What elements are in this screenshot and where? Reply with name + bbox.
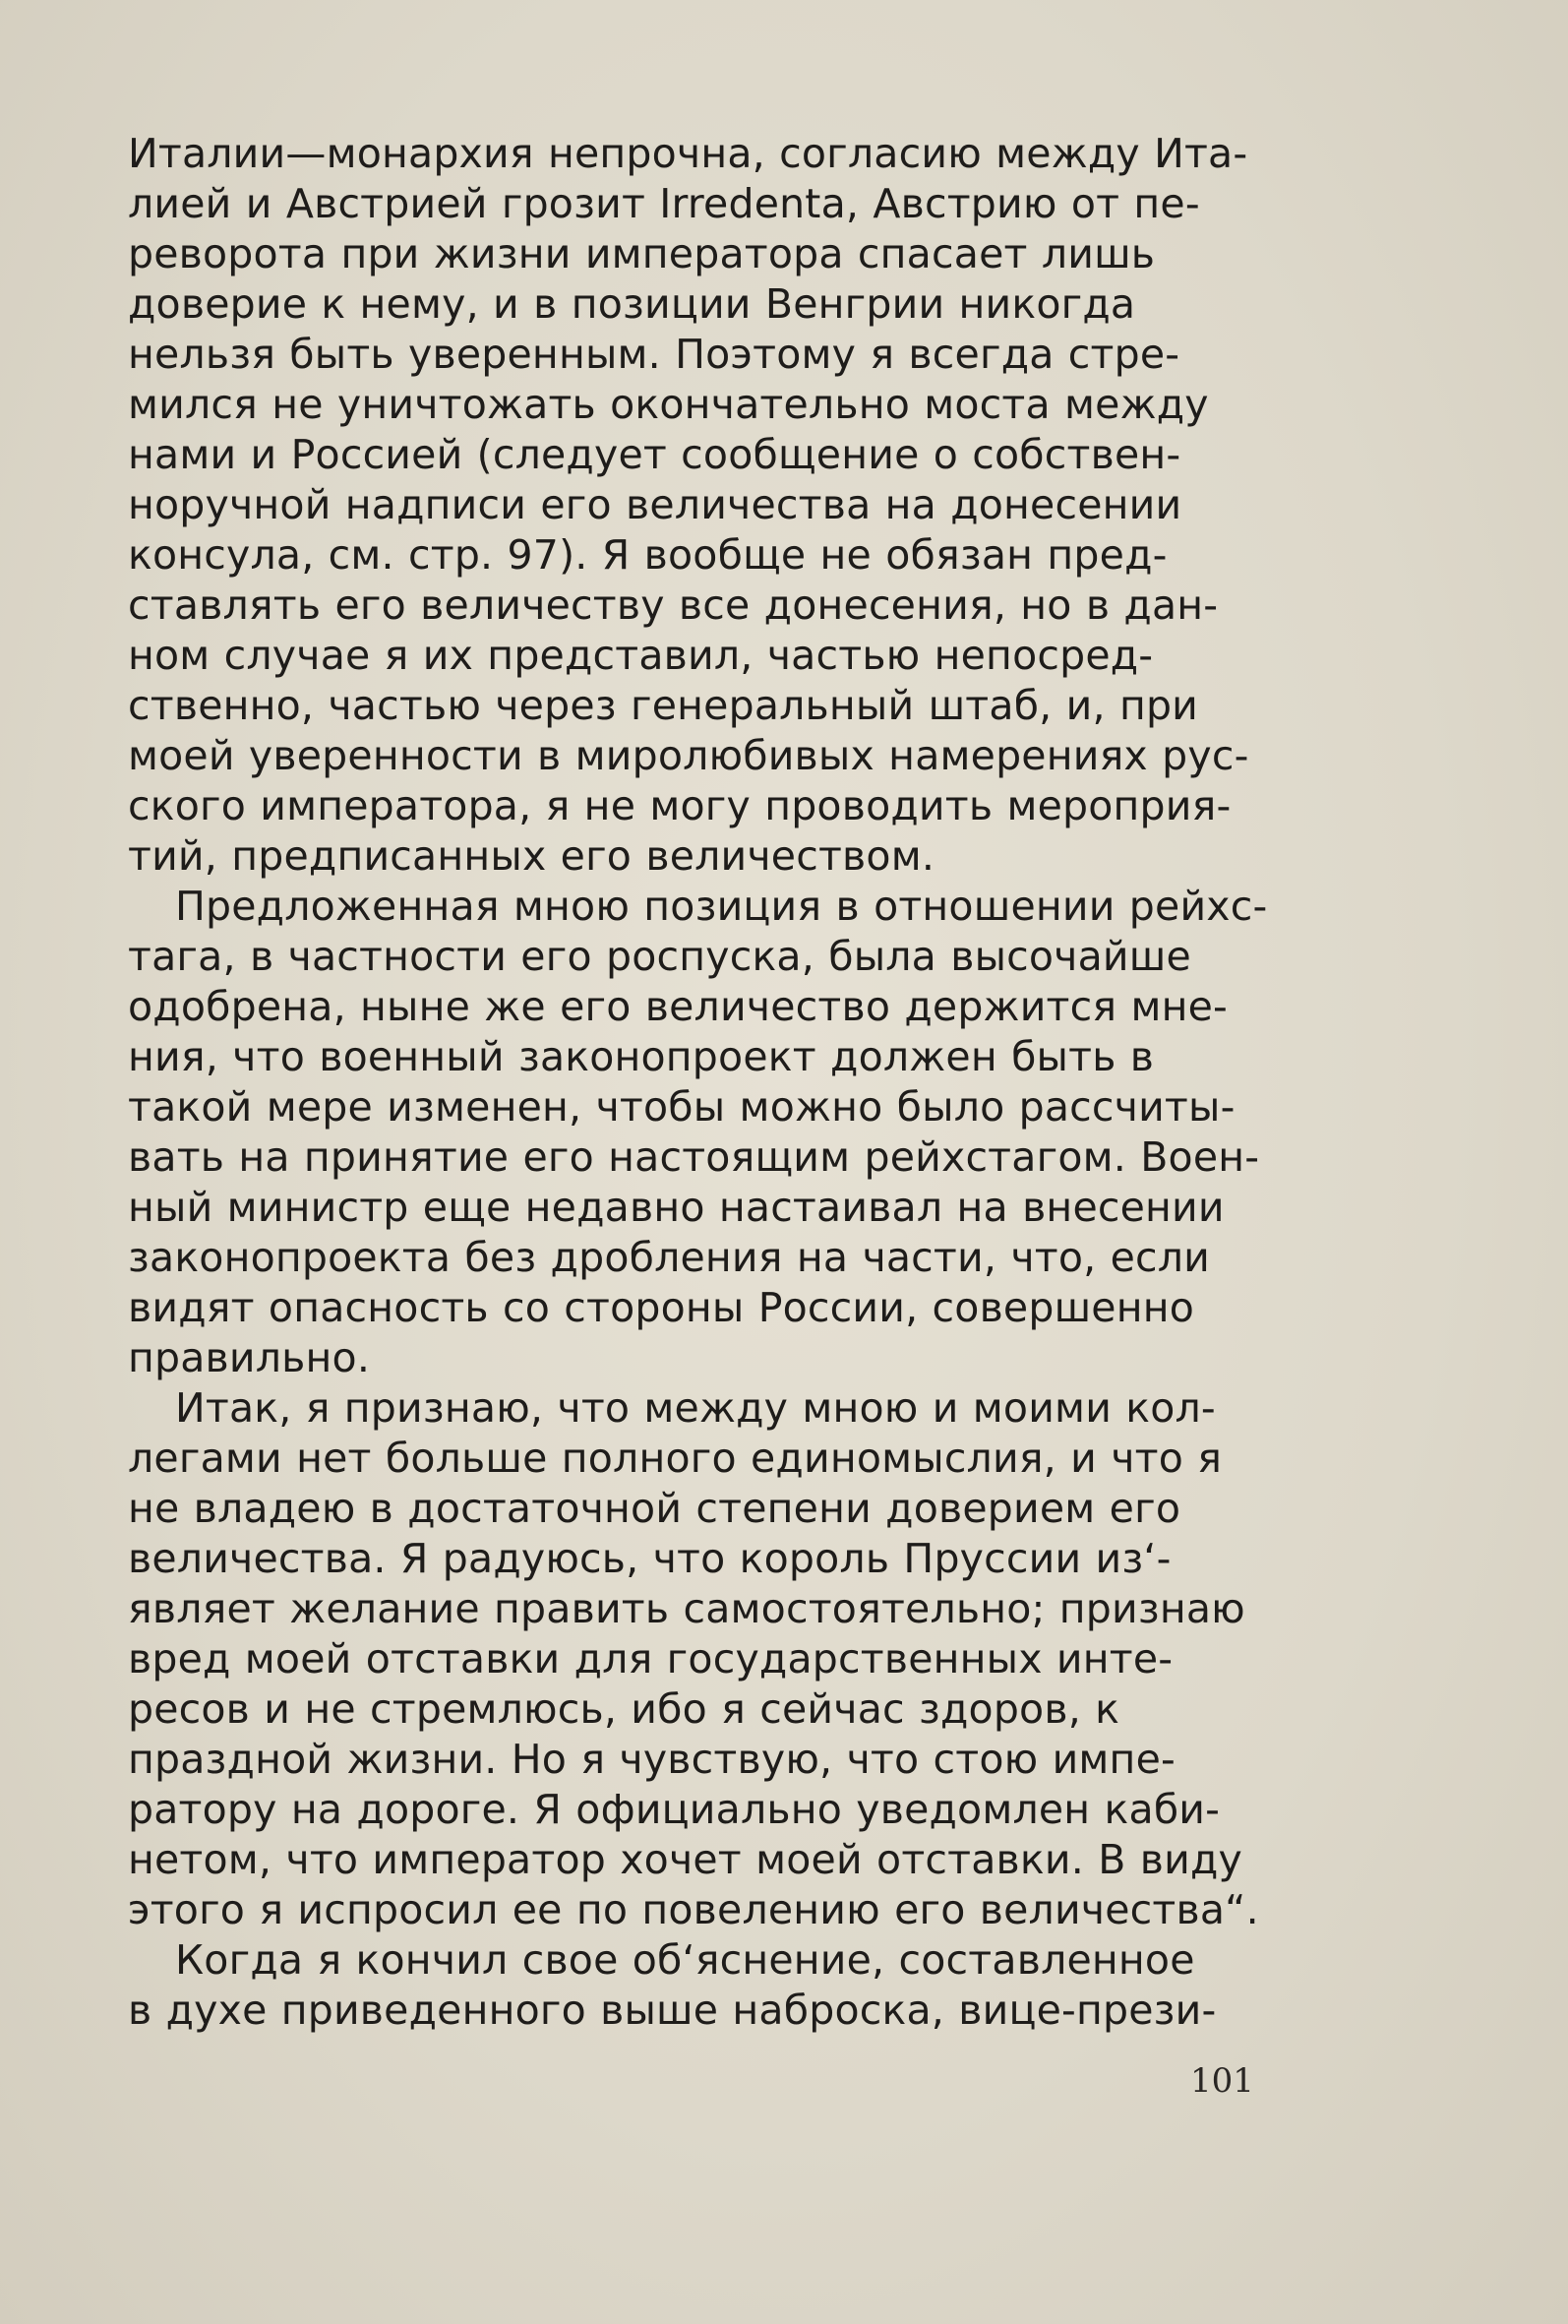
text-line: норучной надписи его величества на донесении xyxy=(128,481,1182,528)
text-line: ственно, частью через генеральный штаб, и, при xyxy=(128,682,1199,729)
text-line: вать на принятие его настоящим рейхстагом. Воен- xyxy=(128,1133,1260,1181)
text-line: правильно. xyxy=(128,1334,371,1381)
text-line: видят опасность со стороны России, совершенно xyxy=(128,1284,1195,1331)
text-line: нетом, что император хочет моей отставки. В виду xyxy=(128,1836,1242,1883)
text-line: ния, что военный законопроект должен быть в xyxy=(128,1033,1155,1080)
paragraph-first-line: Когда я кончил свое об‘яснение, составленное xyxy=(175,1936,1195,1984)
paragraph-first-line: Итак, я признаю, что между мною и моими кол- xyxy=(175,1384,1216,1432)
text-line: ставлять его величеству все донесения, но в дан- xyxy=(128,581,1219,629)
text-line: ном случае я их представил, частью непосред- xyxy=(128,632,1154,679)
text-line: Италии—монархия непрочна, согласию между Ита- xyxy=(128,130,1248,177)
text-line: вред моей отставки для государственных инте- xyxy=(128,1635,1174,1682)
text-line: нельзя быть уверенным. Поэтому я всегда стре- xyxy=(128,331,1180,378)
paragraph-first-line: Предложенная мною позиция в отношении рейхс- xyxy=(175,883,1268,930)
text-line: легами нет больше полного единомыслия, и что я xyxy=(128,1435,1223,1482)
text-line: мился не уничтожать окончательно моста между xyxy=(128,381,1209,428)
text-line: праздной жизни. Но я чувствую, что стою импе- xyxy=(128,1736,1176,1783)
text-line: консула, см. стр. 97). Я вообще не обязан пред- xyxy=(128,531,1168,579)
text-line: тий, предписанных его величеством. xyxy=(128,832,935,880)
text-line: ный министр еще недавно настаивал на внесении xyxy=(128,1184,1225,1231)
text-line: нами и Россией (следует сообщение о собствен- xyxy=(128,431,1181,478)
page-number: 101 xyxy=(1190,2061,1254,2101)
text-line: такой мере изменен, чтобы можно было рассчиты- xyxy=(128,1083,1236,1131)
text-line: законопроекта без дробления на части, что, если xyxy=(128,1234,1210,1281)
text-line: моей уверенности в миролюбивых намерениях рус- xyxy=(128,732,1249,779)
text-line: лией и Австрией грозит Irredenta, Австрию от пе- xyxy=(128,180,1200,227)
text-line: доверие к нему, и в позиции Венгрии никогда xyxy=(128,280,1136,328)
text-line: в духе приведенного выше наброска, вице-прези- xyxy=(128,1987,1217,2034)
text-line: величества. Я радуюсь, что король Пруссии из‘- xyxy=(128,1535,1172,1582)
text-line: одобрена, ныне же его величество держится мне- xyxy=(128,983,1229,1030)
text-line: ратору на дороге. Я официально уведомлен каби- xyxy=(128,1786,1221,1833)
text-line: тага, в частности его роспуска, была высочайше xyxy=(128,933,1191,980)
text-line: реворота при жизни императора спасает лишь xyxy=(128,230,1156,277)
text-line: ресов и не стремлюсь, ибо я сейчас здоров, к xyxy=(128,1685,1120,1733)
page-text xyxy=(128,128,1320,2056)
text-line: являет желание править самостоятельно; признаю xyxy=(128,1585,1245,1632)
text-line: этого я испросил ее по повелению его величества“. xyxy=(128,1886,1259,1933)
text-line: ского императора, я не могу проводить мероприя- xyxy=(128,782,1232,829)
text-line: не владею в достаточной степени доверием его xyxy=(128,1485,1181,1532)
